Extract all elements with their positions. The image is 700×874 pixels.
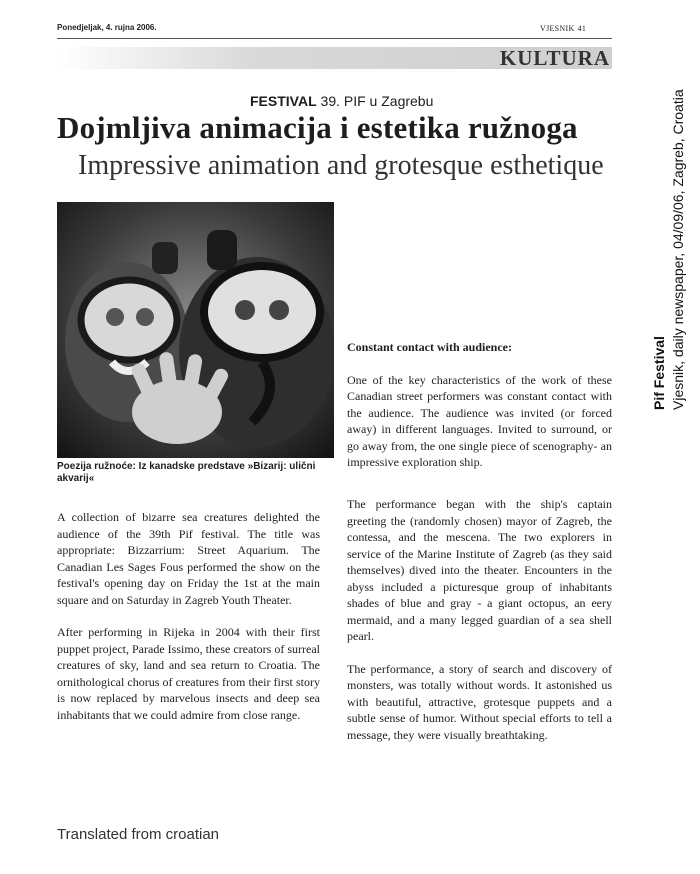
photo-illustration: [57, 202, 334, 458]
paragraph: After performing in Rijeka in 2004 with their first puppet project, Parade Issimo, these creators of surreal creatures of sky, land and sea return to Croatia. The ornithological chorus of creatures from their first story is now replaced by marvelous insects and deep sea inhabitants that we could admire from close range.: [57, 625, 320, 722]
subheading: Constant contact with audience:: [347, 340, 512, 354]
paper-name: VJESNIK: [540, 24, 575, 33]
paragraph: The performance began with the ship's captain greeting the (randomly chosen) mayor of Zagreb, the contessa, and the mescena. The two explorers in service of the Marine Institute of Zagreb (as they said themselves) dived into the theater. Encounters in the abyss included a picturesque group of inhabitants shades of blue and gray - a giant octopus, an eery mermaid, and a many legged guardian of a sea shell pearl.: [347, 497, 612, 643]
headline: Dojmljiva animacija i estetika ružnoga: [57, 110, 578, 145]
divers-photo-icon: [57, 202, 334, 458]
section-label: KULTURA: [499, 46, 610, 70]
header-paper: [540, 24, 586, 33]
header-date: Ponedjeljak, 4. rujna 2006.: [57, 23, 157, 32]
translation-title: Impressive animation and grotesque esthetique: [78, 150, 604, 181]
left-column: [57, 509, 320, 739]
citation-source: Vjesnik, daily newspaper, 04/09/06, Zagreb, Croatia: [670, 89, 686, 410]
photo-caption: Poezija ružnoće: Iz kanadske predstave »Bizarij: ulični akvarij«: [57, 461, 316, 484]
paragraph: One of the key characteristics of the work of these Canadian street performers was constant contact with the audience. The audience was invited (or forced away) in different languages. Invited to surround, or go away from, the one single piece of scenography- an impressive exploration ship.: [347, 372, 612, 469]
footer-note: Translated from croatian: [57, 826, 220, 843]
side-citation: [638, 10, 698, 790]
kicker: [250, 93, 433, 109]
paragraph: A collection of bizarre sea creatures delighted the audience of the 39th Pif festival. The title was appropriate: Bizzarrium: Street Aquarium. The Canadian Les Sages Fous performed the show on the festival's opening day on Friday the 1st at the main square and on Saturday in Zagreb Youth Theater.: [57, 510, 320, 607]
kicker-rest: 39. PIF u Zagrebu: [316, 93, 434, 109]
paragraph: The performance, a story of search and discovery of monsters, was totally without words. It astonished us with beautiful, attractive, grotesque puppets and a subtle sense of humor. Without special efforts to tell a message, they were visually breathtaking.: [347, 661, 612, 742]
page-number: 41: [577, 24, 587, 33]
right-column-bottom: [347, 496, 612, 759]
right-column-top: [347, 339, 612, 487]
header-divider: [57, 38, 612, 39]
kicker-bold: FESTIVAL: [250, 93, 317, 109]
citation-title: Pif Festival: [651, 336, 667, 410]
